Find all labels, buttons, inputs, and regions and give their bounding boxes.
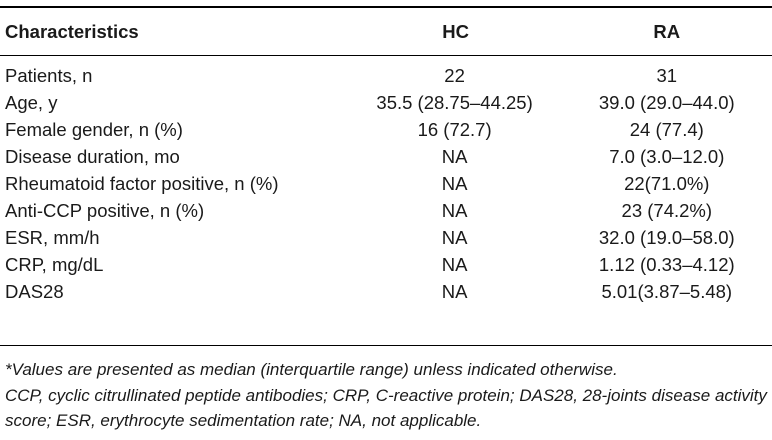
row-label: DAS28 xyxy=(5,281,64,302)
hc-value: 16 (72.7) xyxy=(417,119,492,140)
row-label: CRP, mg/dL xyxy=(5,254,104,275)
row-label: Patients, n xyxy=(5,65,93,86)
ra-value: 24 (77.4) xyxy=(629,119,704,140)
table-row xyxy=(0,55,772,89)
table-footnotes xyxy=(5,357,770,434)
ra-value: 32.0 (19.0–58.0) xyxy=(598,227,735,248)
table-row xyxy=(0,197,772,224)
header-characteristics: Characteristics xyxy=(5,21,139,42)
hc-value: NA xyxy=(441,281,468,302)
header-hc: HC xyxy=(442,21,469,42)
footnote-values-note: *Values are presented as median (interquartile range) unless indicated otherwise. xyxy=(5,360,618,379)
header-divider-rule xyxy=(0,55,772,56)
table-row xyxy=(0,89,772,116)
footnote-abbreviations: CCP, cyclic citrullinated peptide antibodies; CRP, C-reactive protein; DAS28, 28-joints disease activity score; ESR, erythrocyte sedimentation rate; NA, not applicable. xyxy=(5,385,767,430)
table-header-row xyxy=(0,8,772,55)
table-row xyxy=(0,224,772,251)
table-row xyxy=(0,116,772,143)
table-bottom-rule xyxy=(0,345,772,346)
ra-value: 1.12 (0.33–4.12) xyxy=(598,254,735,275)
characteristics-table xyxy=(0,8,772,305)
ra-value: 7.0 (3.0–12.0) xyxy=(609,146,725,167)
table-row xyxy=(0,278,772,305)
ra-value: 22(71.0%) xyxy=(624,173,710,194)
row-label: Female gender, n (%) xyxy=(5,119,183,140)
row-label: Anti-CCP positive, n (%) xyxy=(5,200,205,221)
row-label: ESR, mm/h xyxy=(5,227,100,248)
ra-value: 5.01(3.87–5.48) xyxy=(601,281,733,302)
hc-value: 22 xyxy=(444,65,465,86)
row-label: Rheumatoid factor positive, n (%) xyxy=(5,173,279,194)
ra-value: 31 xyxy=(656,65,678,86)
hc-value: NA xyxy=(441,173,468,194)
hc-value: 35.5 (28.75–44.25) xyxy=(376,92,533,113)
table-row xyxy=(0,170,772,197)
hc-value: NA xyxy=(441,254,468,275)
hc-value: NA xyxy=(441,227,468,248)
table-row xyxy=(0,143,772,170)
header-ra: RA xyxy=(653,21,681,42)
table-row xyxy=(0,251,772,278)
ra-value: 23 (74.2%) xyxy=(621,200,713,221)
hc-value: NA xyxy=(441,146,468,167)
hc-value: NA xyxy=(441,200,468,221)
row-label: Age, y xyxy=(5,92,58,113)
row-label: Disease duration, mo xyxy=(5,146,180,167)
ra-value: 39.0 (29.0–44.0) xyxy=(598,92,735,113)
